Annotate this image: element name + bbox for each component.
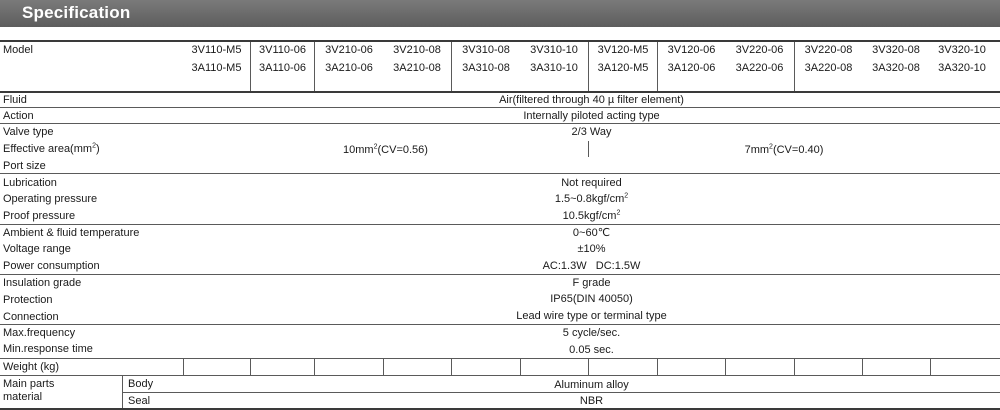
row-divider [122,392,1000,393]
model-cell: 3V120-06 [667,44,716,56]
main-parts-divider [122,376,123,408]
weight-label: Weight (kg) [3,361,60,373]
model-cell: 3A210-06 [325,62,373,74]
port-size-label: Port size [3,160,46,172]
proof-pressure-value: $10.5kgf/cm^2$ [562,209,621,222]
model-cell: 3V210-08 [393,44,441,56]
insulation-label: Insulation grade [3,277,82,289]
proof-pressure-label: Proof pressure [3,210,76,222]
power-consumption-label: Power consumption [3,260,100,272]
row-divider [0,324,1000,325]
model-cell: 3A210-08 [393,62,441,74]
weight-col-divider [588,358,589,375]
valve-type-label: Valve type [3,126,54,138]
action-label: Action [3,110,34,122]
model-cell: 3V310-10 [530,44,578,56]
model-cell: 3V210-06 [325,44,373,56]
table-top-rule [0,40,1000,42]
row-divider [0,107,1000,108]
weight-col-divider [451,358,452,375]
model-cell: 3A310-08 [462,62,510,74]
model-cell: 3A110-M5 [191,62,242,74]
row-divider [0,173,1000,174]
weight-col-divider [794,358,795,375]
connection-label: Connection [3,311,59,323]
min-response-value: 0.05 sec. [569,344,614,356]
ambient-temp-value: 0~60℃ [572,227,611,239]
row-divider [0,375,1000,376]
model-cell: 3A320-10 [938,62,986,74]
operating-pressure-value: $1.5\sim 0.8kgf/cm^2$ [554,192,629,205]
weight-col-divider [250,358,251,375]
model-cell: 3V310-08 [462,44,510,56]
model-cell: 3A220-06 [735,62,784,74]
connection-value: Lead wire type or terminal type [516,310,667,322]
weight-col-divider [383,358,384,375]
effective-area-label: Effective $area(mm^2)$ [3,142,100,155]
model-cell: 3A110-06 [259,62,306,74]
model-cell: 3A120-06 [667,62,716,74]
effective-area-right-value: $7mm^2(CV=0.40)$ [744,143,824,156]
model-cell: 3V320-08 [872,44,920,56]
lubrication-label: Lubrication [3,177,57,189]
model-cell: 3V220-08 [804,44,853,56]
row-divider [0,224,1000,225]
max-frequency-label: Max.frequency [3,327,76,339]
model-cell: 3A220-08 [804,62,853,74]
fluid-label: Fluid [3,94,27,106]
protection-value: IP65(DIN 40050) [550,293,633,305]
weight-col-divider [314,358,315,375]
seal-value: NBR [579,395,604,407]
max-frequency-value: 5 cycle/sec. [562,327,621,339]
voltage-range-label: Voltage range [3,243,71,255]
min-response-label: Min.response time [3,343,93,355]
insulation-value: F grade [572,277,611,289]
row-divider [0,358,1000,359]
section-title: Specification [22,3,131,22]
model-cell: 3V110-06 [259,44,306,56]
section-header [0,0,1000,27]
model-cell: 3V220-06 [735,44,784,56]
row-divider [0,123,1000,124]
main-parts-label-line2: material [3,391,43,403]
action-value: Internally piloted acting type [523,110,660,122]
valve-type-value: 2/3 Way [571,126,612,138]
weight-col-divider [930,358,931,375]
model-cell: 3V120-M5 [597,44,649,56]
model-cell: 3A320-08 [872,62,920,74]
main-parts-label: Main parts [3,378,55,390]
model-cell: 3V320-10 [938,44,986,56]
voltage-range-value: ±10% [577,243,606,255]
effective-area-left-value: $10mm^2(CV=0.56)$ [343,143,428,156]
lubrication-value: Not required [561,177,622,189]
model-label: Model [3,44,33,56]
operating-pressure-label: Operating pressure [3,193,98,205]
weight-col-divider [862,358,863,375]
row-divider [0,274,1000,275]
ambient-temp-label: Ambient & fluid temperature [3,227,140,239]
weight-col-divider [183,358,184,375]
weight-col-divider [657,358,658,375]
weight-col-divider [520,358,521,375]
body-label: Body [128,378,154,390]
model-cell: 3V110-M5 [191,44,242,56]
weight-col-divider [725,358,726,375]
body-value: Aluminum alloy [554,379,629,391]
power-consumption-value: AC:1.3W DC:1.5W [542,260,641,272]
model-cell: 3A310-10 [530,62,578,74]
model-cell: 3A120-M5 [597,62,649,74]
fluid-value: Air(filtered through 40 µ filter element) [499,94,684,106]
seal-label: Seal [128,395,151,407]
protection-label: Protection [3,294,53,306]
